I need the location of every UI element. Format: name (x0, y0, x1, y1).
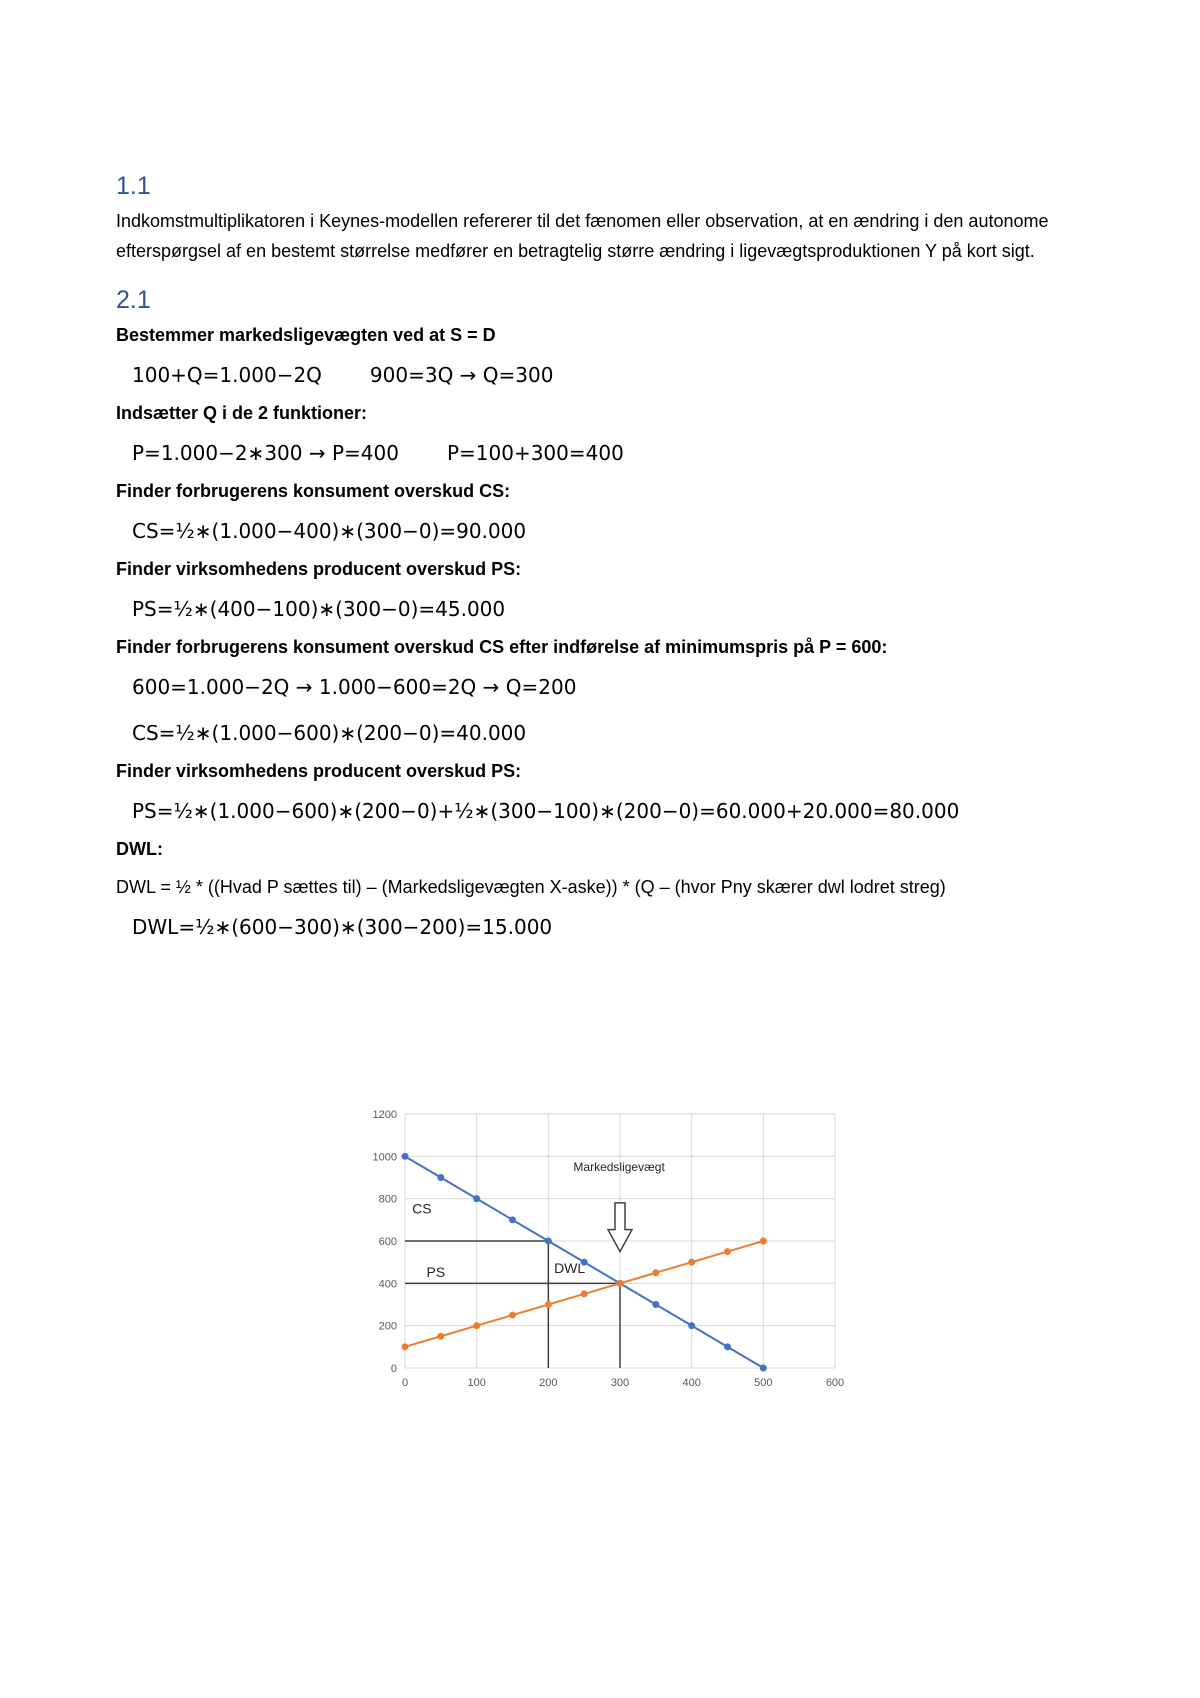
series-point-1 (652, 1301, 659, 1308)
section-heading-2-1: 2.1 (116, 286, 151, 314)
series-point-1 (509, 1216, 516, 1223)
y-tick-label: 1200 (372, 1109, 397, 1121)
equation-dwl: DWL=½∗(600−300)∗(300−200)=15.000 (132, 915, 553, 939)
equation-q-minprice: 600=1.000−2Q → 1.000−600=2Q → Q=200 (132, 675, 577, 699)
equation-ps-minprice: PS=½∗(1.000−600)∗(200−0)+½∗(300−100)∗(200−0)=60.000+20.000=80.000 (132, 799, 960, 823)
step-label-insert-q: Indsætter Q i de 2 funktioner: (116, 403, 368, 423)
x-tick-label: 300 (610, 1377, 630, 1389)
series-point-2 (581, 1290, 588, 1297)
series-point-2 (617, 1280, 624, 1287)
y-tick-label: 800 (378, 1193, 397, 1206)
chart-annotation: CS (412, 1200, 432, 1217)
equation-ps: PS=½∗(400−100)∗(300−0)=45.000 (132, 597, 506, 621)
step-label-cs-minprice: Finder forbrugerens konsument overskud CS efter indførelse af minimumspris på P = 600: (116, 637, 888, 657)
series-point-1 (437, 1174, 444, 1181)
chart-annotation: PS (426, 1263, 446, 1280)
equation-part: P=100+300=400 (446, 441, 624, 465)
equation-part: 100+Q=1.000−2Q (132, 363, 322, 387)
section-heading-1-1: 1.1 (116, 172, 151, 200)
series-point-1 (545, 1238, 552, 1245)
series-point-2 (652, 1269, 659, 1276)
equation-price (132, 440, 1096, 466)
step-label-equilibrium: Bestemmer markedsligevægten ved at S = D (116, 325, 496, 345)
series-point-2 (724, 1248, 731, 1255)
section-1-1-paragraph: Indkomstmultiplikatoren i Keynes-modellen refererer til det fænomen eller observation, at en ændring i den autonome efterspørgsel af en bestemt størrelse medfører en betragtelig større ændring i ligevægtsproduktionen Y på kort sigt. (116, 211, 1049, 261)
x-tick-label: 500 (754, 1377, 773, 1389)
series-point-1 (688, 1322, 695, 1329)
step-label-ps-minprice: Finder virksomhedens producent overskud PS: (116, 761, 522, 781)
x-tick-label: 0 (401, 1377, 409, 1389)
y-tick-label: 400 (378, 1278, 397, 1291)
series-point-1 (402, 1153, 409, 1160)
equation-part: P=1.000−2∗300 → P=400 (132, 441, 399, 465)
series-point-1 (473, 1195, 480, 1202)
chart-svg (360, 1102, 850, 1402)
chart-annotation: Markedsligevægt (573, 1160, 665, 1175)
step-label-cs: Finder forbrugerens konsument overskud CS: (116, 481, 511, 501)
equation-cs-minprice: CS=½∗(1.000−600)∗(200−0)=40.000 (132, 721, 527, 745)
y-tick-label: 600 (378, 1236, 397, 1248)
equation-cs: CS=½∗(1.000−400)∗(300−0)=90.000 (132, 519, 527, 543)
equilibrium-arrow (608, 1203, 632, 1252)
step-label-ps: Finder virksomhedens producent overskud PS: (116, 559, 522, 579)
document-body (116, 170, 1096, 940)
series-point-2 (688, 1259, 695, 1266)
equation-equilibrium (132, 362, 1096, 388)
supply-demand-chart (360, 1102, 850, 1402)
x-tick-label: 600 (825, 1377, 845, 1389)
dwl-formula-text: DWL = ½ * ((Hvad P sættes til) – (Markedsligevægten X-aske)) * (Q – (hvor Pny skærer dwl lodret streg) (116, 877, 946, 897)
step-label-dwl: DWL: (116, 839, 163, 859)
series-point-1 (724, 1343, 731, 1350)
x-tick-label: 400 (682, 1377, 701, 1389)
series-point-2 (545, 1301, 552, 1308)
series-point-2 (402, 1343, 409, 1350)
y-tick-label: 200 (378, 1320, 397, 1333)
chart-annotation: DWL (554, 1259, 586, 1276)
series-point-2 (509, 1312, 516, 1319)
y-tick-label: 1000 (372, 1151, 397, 1164)
x-tick-label: 100 (467, 1377, 486, 1389)
x-tick-label: 200 (539, 1377, 558, 1389)
y-tick-label: 0 (390, 1363, 397, 1375)
series-point-2 (473, 1322, 480, 1329)
series-point-1 (760, 1365, 767, 1372)
series-point-2 (760, 1238, 767, 1245)
series-point-2 (437, 1333, 444, 1340)
equation-part: 900=3Q → Q=300 (369, 363, 554, 387)
